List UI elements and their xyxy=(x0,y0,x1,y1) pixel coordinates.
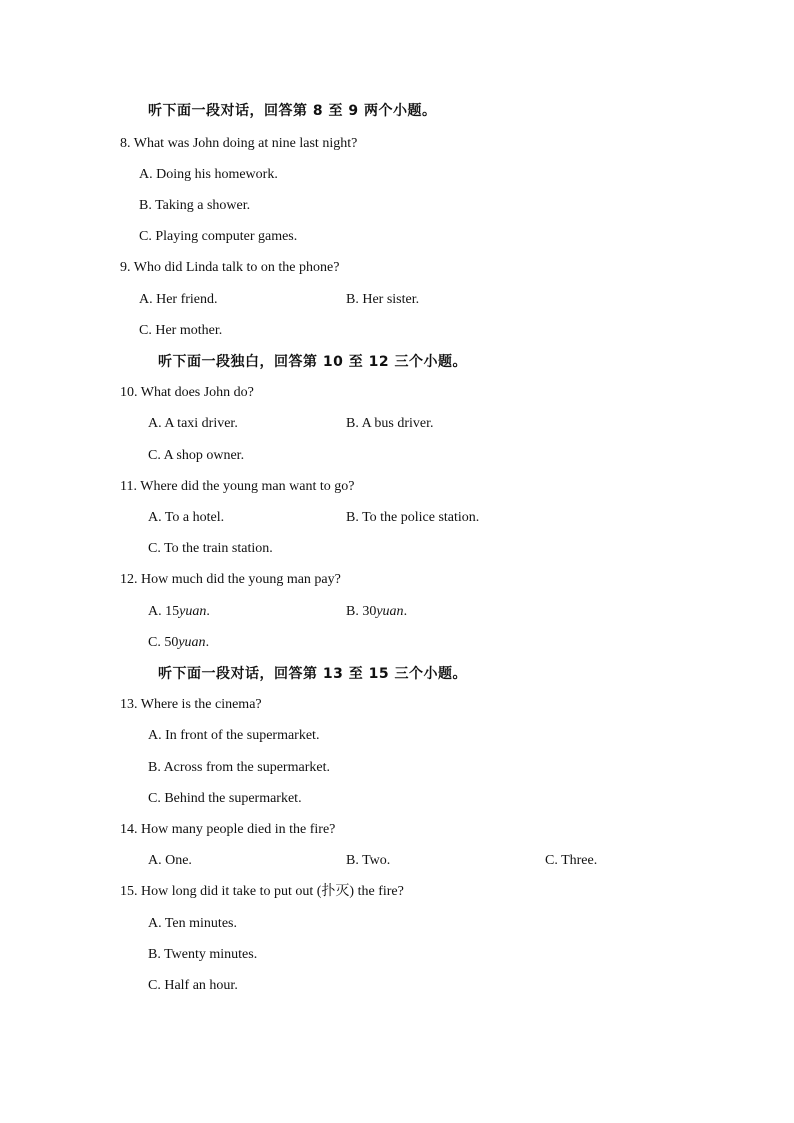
currency-unit: yuan xyxy=(178,635,206,650)
currency-unit: yuan xyxy=(376,604,404,619)
question-13: 13. Where is the cinema? xyxy=(120,697,262,712)
section-heading: 听下面一段对话，回答第 8 至 9 两个小题。 xyxy=(148,103,437,119)
option-14a: A. One. xyxy=(148,853,192,868)
option-12a xyxy=(148,602,210,622)
option-label: B. 30 xyxy=(346,604,377,619)
section-heading: 听下面一段对话，回答第 13 至 15 三个小题。 xyxy=(158,666,467,682)
option-punct: . xyxy=(206,604,210,619)
option-14b: B. Two. xyxy=(346,853,391,868)
option-13a: A. In front of the supermarket. xyxy=(148,728,320,743)
option-label: A. 15 xyxy=(148,604,180,619)
currency-unit: yuan xyxy=(179,604,207,619)
option-9a: A. Her friend. xyxy=(139,292,218,307)
question-10: 10. What does John do? xyxy=(120,385,254,400)
option-8c: C. Playing computer games. xyxy=(139,229,298,244)
option-12c xyxy=(148,633,209,653)
option-11c: C. To the train station. xyxy=(148,541,273,556)
option-15a: A. Ten minutes. xyxy=(148,916,237,931)
option-12b xyxy=(346,602,407,622)
question-8: 8. What was John doing at nine last night? xyxy=(120,136,358,151)
option-8a: A. Doing his homework. xyxy=(139,167,278,182)
question-11: 11. Where did the young man want to go? xyxy=(120,479,355,494)
question-15: 15. How long did it take to put out (扑灭) the fire? xyxy=(120,884,404,899)
question-14: 14. How many people died in the fire? xyxy=(120,822,336,837)
option-10b: B. A bus driver. xyxy=(346,416,434,431)
option-10c: C. A shop owner. xyxy=(148,448,245,463)
option-label: C. 50 xyxy=(148,635,179,650)
option-punct: . xyxy=(205,635,210,650)
option-15b: B. Twenty minutes. xyxy=(148,947,258,962)
option-14c: C. Three. xyxy=(545,853,598,868)
option-9b: B. Her sister. xyxy=(346,292,420,307)
option-15c: C. Half an hour. xyxy=(148,978,238,993)
option-11a: A. To a hotel. xyxy=(148,510,225,525)
question-9: 9. Who did Linda talk to on the phone? xyxy=(120,260,340,275)
option-13c: C. Behind the supermarket. xyxy=(148,791,302,806)
section-heading: 听下面一段独白，回答第 10 至 12 三个小题。 xyxy=(158,354,467,370)
option-10a: A. A taxi driver. xyxy=(148,416,238,431)
option-punct: . xyxy=(403,604,408,619)
option-8b: B. Taking a shower. xyxy=(139,198,251,213)
option-13b: B. Across from the supermarket. xyxy=(148,760,330,775)
option-9c: C. Her mother. xyxy=(139,323,223,338)
option-11b: B. To the police station. xyxy=(346,510,480,525)
question-12: 12. How much did the young man pay? xyxy=(120,572,341,587)
